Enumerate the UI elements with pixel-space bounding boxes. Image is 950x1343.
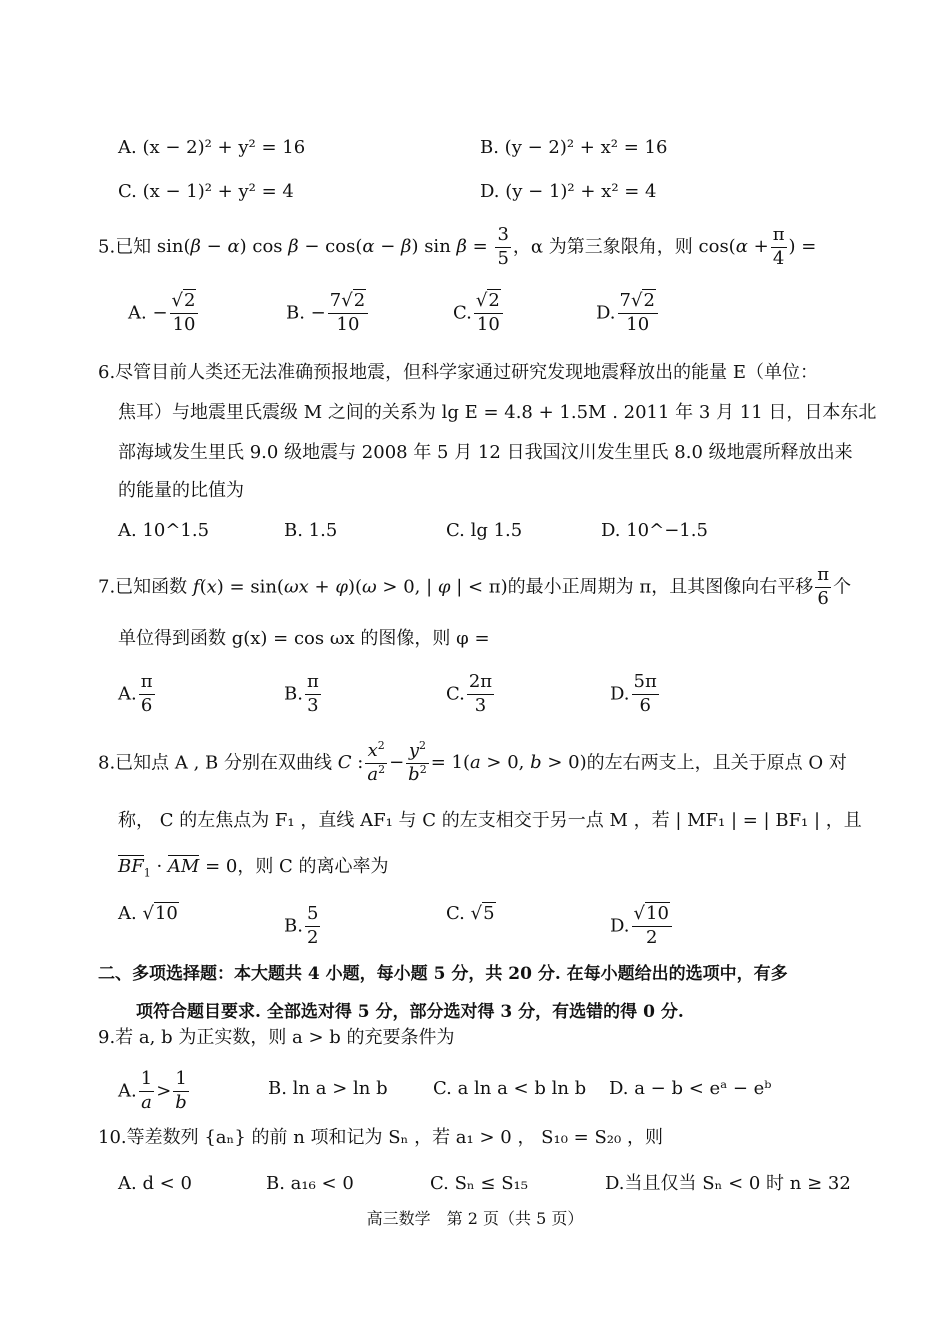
q4-option-b: B. (y − 2)² + x² = 16	[480, 137, 668, 158]
q10-option-d: D.当且仅当 Sₙ < 0 时 n ≥ 32	[605, 1173, 851, 1194]
q5-stem	[98, 226, 816, 269]
q9-option-b: B. ln a > ln b	[268, 1078, 388, 1099]
q6-line-4: 的能量的比值为	[118, 480, 244, 501]
q8-hyperbola: C : $\frac{x^2}{a^2}$ − $\frac{y^2}{b^2}$ = 1(a > 0, b > 0)	[337, 739, 587, 785]
q8-line-3	[118, 856, 389, 880]
q7-option-c-label: C.	[446, 683, 465, 705]
q7-option-b-label: B.	[284, 683, 303, 705]
q9-stem: 9.若 a, b 为正实数，则 a > b 的充要条件为	[98, 1027, 455, 1048]
q5-option-b: B. − $\frac{7√2}{10}$	[286, 292, 370, 335]
q7-option-c: C. $\frac{2\pi}{3}$	[446, 671, 493, 716]
q8-vector-expr: $BF_1$ · AM	[118, 856, 200, 880]
q8-line-1	[98, 739, 847, 785]
q7-option-b: B. $\frac{\pi}{3}$	[284, 671, 319, 716]
q8-option-a-label: A.	[118, 903, 137, 924]
q7-line-1: 7.已知函数 f(x) = sin(ωx + φ)(ω > 0, | φ | < π)的最小正周期为 π，且其图像向右平移 $\frac{\pi}{6}$ 个	[98, 564, 852, 609]
q5-option-a-label: A.	[128, 302, 147, 324]
q9-option-d: D. a − b < eᵃ − eᵇ	[609, 1078, 772, 1099]
q4-option-c: C. (x − 1)² + y² = 4	[118, 181, 294, 202]
q5-option-c-label: C.	[453, 302, 472, 324]
q6-line-1: 6.尽管目前人类还无法准确预报地震，但科学家通过研究发现地震释放出的能量 E（单位：	[98, 362, 819, 383]
q5-prefix: 已知	[115, 236, 152, 258]
q5-option-c: C. $\frac{√2}{10}$	[453, 292, 505, 335]
section-2-instructions: 项符合题目要求. 全部选对得 5 分，部分选对得 3 分，有选错的得 0 分.	[136, 1002, 684, 1022]
q5-option-a: A. − $\frac{√2}{10}$	[128, 292, 200, 335]
q8-option-d-label: D.	[610, 915, 630, 937]
q8-option-b: B. $\frac{5}{2}$	[284, 903, 319, 948]
q8-option-d: D. $\frac{√10}{2}$	[610, 905, 674, 948]
q10-option-a: A. d < 0	[118, 1173, 192, 1194]
q6-line-2: 焦耳）与地震里氏震级 M 之间的关系为 lg E = 4.8 + 1.5M . 2011 年 3 月 11 日，日本东北	[118, 402, 877, 423]
q6-option-c: C. lg 1.5	[446, 520, 523, 541]
q10-option-c: C. Sₙ ≤ S₁₅	[430, 1173, 528, 1194]
q9-option-a-label: A.	[118, 1080, 137, 1102]
q8-option-c-label: C.	[446, 903, 465, 924]
q7-mid: 的最小正周期为 π，且其图像向右平移	[507, 576, 814, 598]
q8-option-b-label: B.	[284, 915, 303, 937]
q5-target: cos(α + $\frac{\pi}{4}$ ) =	[698, 224, 817, 269]
q6-option-b: B. 1.5	[284, 520, 338, 541]
q10-stem: 10.等差数列 {aₙ} 的前 n 项和记为 Sₙ ，若 a₁ > 0 ， S₁₀ = S₂₀ ，则	[98, 1127, 663, 1148]
q4-option-d: D. (y − 1)² + x² = 4	[480, 181, 657, 202]
q8-option-c: C. √5	[446, 903, 495, 924]
q7-option-d-label: D.	[610, 683, 630, 705]
q9-option-c: C. a ln a < b ln b	[433, 1078, 587, 1099]
q4-option-a: A. (x − 2)² + y² = 16	[118, 137, 306, 158]
q8-prefix: 8.已知点 A , B 分别在双曲线	[98, 752, 333, 774]
q8-mid: 的左右两支上，且关于原点 O 对	[586, 752, 847, 774]
q8-line-2: 称， C 的左焦点为 F₁ ，直线 AF₁ 与 C 的左支相交于另一点 M ，若 | MF₁ | = | BF₁ | ，且	[118, 810, 862, 831]
q6-line-3: 部海域发生里氏 9.0 级地震与 2008 年 5 月 12 日我国汶川发生里氏 8.0 级地震所释放出来	[118, 442, 853, 463]
q8-option-a: A. √10	[118, 903, 178, 924]
q5-formula: sin(β − α) cos β − cos(α − β) sin β = $\frac{3}{5}$	[156, 224, 509, 269]
q7-suffix: 个	[833, 576, 852, 598]
q5-mid: ，α 为第三象限角，则	[512, 236, 693, 258]
q5-number: 5.	[98, 236, 116, 258]
q5-option-d-label: D.	[596, 302, 616, 324]
q7-prefix: 7.已知函数	[98, 576, 188, 598]
q8-line-3-tail: = 0，则 C 的离心率为	[205, 856, 389, 877]
section-2-heading: 二、多项选择题：本大题共 4 小题，每小题 5 分，共 20 分. 在每小题给出的选项中，有多	[98, 964, 788, 984]
q6-option-a: A. 10^1.5	[118, 520, 210, 541]
page-footer: 高三数学 第 2 页（共 5 页）	[366, 1209, 584, 1228]
q7-function: f(x) = sin(ωx + φ)(ω > 0, | φ | < π)	[192, 576, 508, 598]
q5-option-b-label: B.	[286, 302, 305, 324]
q7-option-a-label: A.	[118, 683, 137, 705]
q5-option-d: D. $\frac{7√2}{10}$	[596, 292, 660, 335]
q10-option-b: B. a₁₆ < 0	[266, 1173, 354, 1194]
q7-line-2: 单位得到函数 g(x) = cos ωx 的图像，则 φ =	[118, 628, 490, 649]
q9-option-a: A. $\frac{1}{a}$ > $\frac{1}{b}$	[118, 1068, 187, 1113]
q7-option-a: A. $\frac{\pi}{6}$	[118, 671, 153, 716]
q7-option-d: D. $\frac{5\pi}{6}$	[610, 671, 657, 716]
q6-option-d: D. 10^−1.5	[601, 520, 708, 541]
